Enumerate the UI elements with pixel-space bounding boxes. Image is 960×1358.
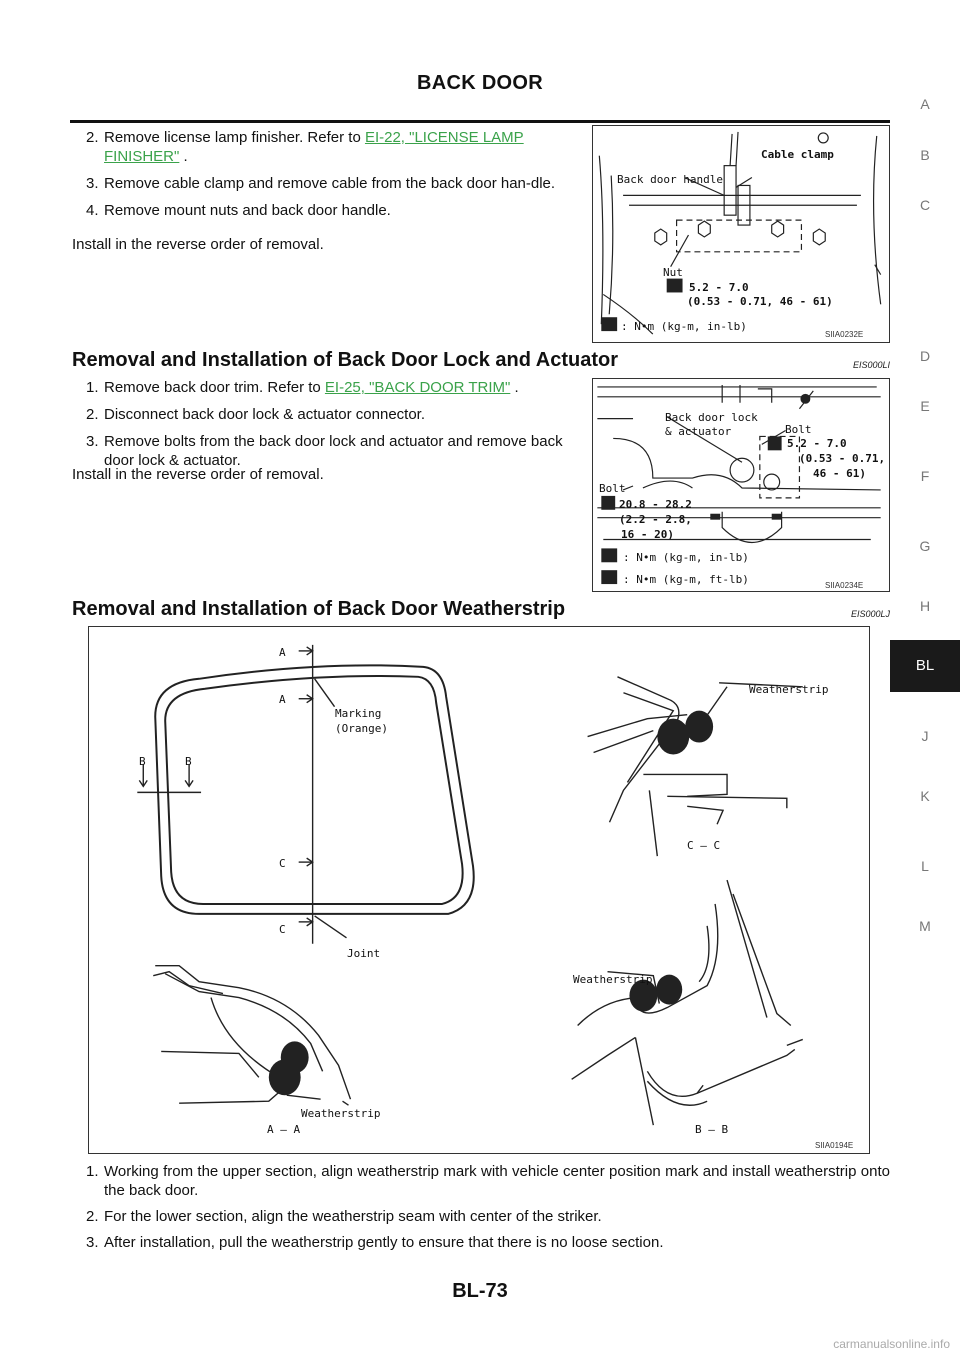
link-back-door-trim[interactable]: EI-25, "BACK DOOR TRIM" bbox=[324, 379, 511, 396]
label-weatherstrip-bb: Weatherstrip bbox=[573, 973, 653, 986]
index-letter-g[interactable]: G bbox=[919, 538, 931, 554]
index-letter-b[interactable]: B bbox=[920, 147, 930, 163]
label-section-aa: A – A bbox=[267, 1123, 301, 1136]
list-item: 4. Remove mount nuts and back door handle. bbox=[86, 202, 391, 219]
index-letter-h[interactable]: H bbox=[919, 598, 931, 614]
section3-steps bbox=[86, 1162, 890, 1259]
label-torque-l2: (2.2 - 2.8, bbox=[619, 513, 692, 526]
figure-code: SIIA0234E bbox=[825, 581, 864, 590]
index-letter-j[interactable]: J bbox=[921, 728, 929, 744]
figure-code: SIIA0194E bbox=[815, 1141, 854, 1150]
label-torque-r1: 5.2 - 7.0 bbox=[787, 437, 847, 450]
label-a-top: A bbox=[279, 646, 286, 659]
section2-steps bbox=[86, 378, 586, 478]
list-item: 3. Remove bolts from the back door lock and actuator and remove back door lock & actuator. bbox=[86, 433, 563, 469]
index-letter-c[interactable]: C bbox=[919, 197, 931, 213]
weatherstrip-aa bbox=[269, 1041, 309, 1095]
weatherstrip-diagram bbox=[89, 627, 869, 1153]
section1-steps bbox=[86, 128, 586, 228]
label-a-inner: A bbox=[279, 693, 286, 706]
label-joint: Joint bbox=[347, 947, 381, 960]
section-heading-lock: Removal and Installation of Back Door Lock and Actuator bbox=[72, 349, 619, 371]
label-weatherstrip-cc: Weatherstrip bbox=[749, 683, 829, 696]
section-code: EIS000LJ bbox=[850, 609, 890, 619]
section-code: EIS000LI bbox=[852, 360, 890, 370]
header-rule bbox=[70, 120, 890, 123]
watermark: carmanualsonline.info bbox=[833, 1337, 950, 1351]
list-item: 3. After installation, pull the weatherstrip gently to ensure that there is no loose section. bbox=[86, 1234, 664, 1251]
label-bolt-right: Bolt bbox=[785, 423, 812, 436]
index-letter-d[interactable]: D bbox=[919, 348, 931, 364]
label-back-door-handle: Back door handle bbox=[617, 173, 723, 186]
handle-diagram bbox=[593, 126, 889, 342]
figure-weatherstrip bbox=[88, 626, 870, 1154]
label-lock-2: & actuator bbox=[665, 425, 732, 438]
label-marking-1: Marking bbox=[335, 707, 382, 720]
label-section-bb: B – B bbox=[695, 1123, 729, 1136]
label-unit-1: : N•m (kg-m, in-lb) bbox=[623, 551, 749, 564]
index-letter-l[interactable]: L bbox=[921, 858, 929, 874]
label-b-right: B bbox=[185, 755, 192, 768]
install-note: Install in the reverse order of removal. bbox=[72, 236, 324, 253]
link-license-lamp-finisher[interactable]: EI-22, "LICENSE LAMP FINISHER" bbox=[104, 129, 524, 165]
label-weatherstrip-aa: Weatherstrip bbox=[301, 1107, 381, 1120]
section-heading-weatherstrip: Removal and Installation of Back Door Weatherstrip bbox=[72, 598, 566, 620]
label-torque-l1: 20.8 - 28.2 bbox=[619, 498, 692, 511]
label-c-top: C bbox=[279, 857, 286, 870]
index-letter-m[interactable]: M bbox=[919, 918, 931, 934]
figure-code: SIIA0232E bbox=[825, 330, 864, 339]
label-c-bottom: C bbox=[279, 923, 286, 936]
list-item: 2. For the lower section, align the weatherstrip seam with center of the striker. bbox=[86, 1208, 602, 1225]
index-letter-a[interactable]: A bbox=[920, 96, 930, 112]
label-marking-2: (Orange) bbox=[335, 722, 388, 735]
index-letter-k[interactable]: K bbox=[920, 788, 930, 804]
label-unit: : N•m (kg-m, in-lb) bbox=[621, 320, 747, 333]
label-torque-l3: 16 - 20) bbox=[621, 528, 674, 541]
list-item: 3. Remove cable clamp and remove cable from the back door han-dle. bbox=[86, 175, 556, 192]
label-torque-2: (0.53 - 0.71, 46 - 61) bbox=[687, 295, 833, 308]
label-section-cc: C – C bbox=[687, 839, 721, 852]
label-torque-1: 5.2 - 7.0 bbox=[689, 281, 749, 294]
figure-back-door-handle bbox=[592, 125, 890, 343]
list-item: 1. Working from the upper section, align weatherstrip mark with vehicle center position mark and install weatherstrip onto the back door. bbox=[86, 1163, 890, 1199]
index-tab-active[interactable]: BL bbox=[890, 640, 960, 692]
list-item: 1. Remove back door trim. Refer to EI-25, "BACK DOOR TRIM" . bbox=[86, 379, 519, 396]
figure-back-door-lock bbox=[592, 378, 890, 592]
label-lock-1: Back door lock bbox=[665, 411, 758, 424]
label-nut: Nut bbox=[663, 266, 683, 279]
list-item: 2. Remove license lamp finisher. Refer to EI-22, "LICENSE LAMP FINISHER" . bbox=[86, 129, 524, 165]
page-title: BACK DOOR bbox=[416, 72, 544, 94]
label-bolt-left: Bolt bbox=[599, 482, 626, 495]
label-torque-r3: 46 - 61) bbox=[813, 467, 866, 480]
index-letter-e[interactable]: E bbox=[920, 398, 930, 414]
label-cable-clamp: Cable clamp bbox=[761, 148, 834, 161]
label-torque-r2: (0.53 - 0.71, bbox=[799, 452, 886, 465]
page-number: BL-73 bbox=[452, 1280, 508, 1302]
label-b-left: B bbox=[139, 755, 146, 768]
install-note: Install in the reverse order of removal. bbox=[72, 466, 324, 483]
label-unit-2: : N•m (kg-m, ft-lb) bbox=[623, 573, 749, 586]
index-letter-f[interactable]: F bbox=[920, 468, 930, 484]
list-item: 2. Disconnect back door lock & actuator connector. bbox=[86, 406, 426, 423]
